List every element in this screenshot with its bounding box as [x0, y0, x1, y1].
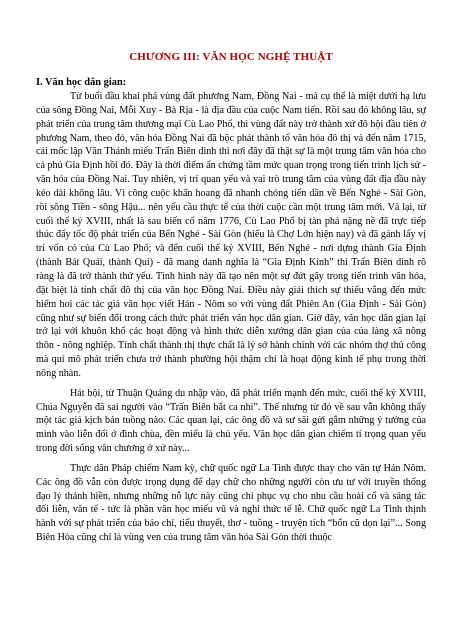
body-paragraph-2: Hát bội, từ Thuận Quảng du nhập vào, đã phát triển mạnh đến mức, cuối thế kỷ XVIII, Chúa Nguyễn đã sai người vào “Trấn Biên bắt ca nhi”. Thế nhưng từ đó về sau vẫn không thấy một tác giả kịch bản tuồng nào. Các quan lại, các ông đồ và sư sãi gửi gắm những ý tưởng của mình vào liễn đối ở đình chùa, đền miếu là chủ yếu. Văn học dân gian chiếm tỉ trọng quan yếu trong đời sống văn chương ở xứ này... [36, 387, 426, 455]
body-paragraph-3: Thực dân Pháp chiếm Nam kỳ, chữ quốc ngữ La Tinh được thay cho văn tự Hán Nôm. Các ông đồ vẫn còn được trọng dụng để dạy chữ cho những người còn ưu tư với truyền thống đạo lý thánh hiền, nhưng những nỗ lực này cũng chỉ phục vụ cho nhu cầu hoài cổ và sáng tác đối liễn, văn tế - tức là phần văn học miếu vũ và nghi thức tế lễ. Chữ quốc ngữ La Tinh thịnh hành với sự phát triển của báo chí, tiểu thuyết, thơ - tuồng - truyện tích “bổn cũ dọn lại”... Song Biên Hòa cũng chỉ là vùng ven của trung tâm văn hóa Sài Gòn thời thuộc [36, 462, 426, 544]
body-paragraph-1: Từ buổi đầu khai phá vùng đất phương Nam, Đồng Nai - mà cụ thể là miệt dưới hạ lưu của sông Đồng Nai, Mỗi Xuy - Bà Rịa - là địa đầu của cuộc Nam tiến. Rồi sau đó không lâu, sự phát triển của trung tâm thương mại Cù Lao Phố, thì vùng đất này trở thành xứ đô hội đầu tiên ở phương Nam, theo đó, văn hóa Đồng Nai đã bộc phát thành tố văn hóa đô thị và đến năm 1715, cái mốc lập Văn Thánh miếu Trấn Biên dinh thì nơi đây đã thật sự là một trung tâm văn hóa cho cả phủ Gia Định hồi đó. Đây là thời điểm ẩn chứng tầm mức quan trọng trong tiến trình lịch sử - văn hóa của Đồng Nai. Tuy nhiên, vị trí quan yếu và vai trò trung tâm của vùng đất địa đầu này kéo dài không lâu. Vì công cuộc khẩn hoang đã nhanh chóng tiến dần về Bến Nghé - Sài Gòn, rồi sông Tiền - sông Hậu... nên yếu cầu thực tế của thời cuộc cần một trung tâm mới. Và lại, từ cuối thế kỷ XVIII, nhất là sau biến cố năm 1776, Cù Lao Phố bị tàn phá nặng nề đã trực tiếp thúc đẩy tốc độ phát triển của Bến Nghé - Sài Gòn (hiểu là Chợ Lớn hiện nay) và đã gánh lấy vị trí vốn có của Cù Lao Phố; và đến cuối thế kỷ XVIII, Bến Nghé - nơi dựng thành Gia Định (thành Bát Quái, thành Qui) - đã mang danh nghĩa là “Gia Định Kinh” thì Trấn Biên dinh rõ ràng là đã trở thành thứ yếu. Tình hình này đã tạo nên một sự đứt gãy trong tiến trình văn hóa, đặt biệt là tính chất đô thị của văn học Đồng Nai. Điều này giải thích sự thiếu vắng đến mức hiếm hoi các tác giả văn học viết Hán - Nôm so với vùng đất Phiên An (Gia Định - Sài Gòn) cũng như sự biến đổi trong cách thức phát triển văn học dân gian. Giờ đây, văn học dân gian lại trở lại với khuôn khổ các hoạt động và hình thức diễn xướng dân gian của của làng xã nông thôn - nông nghiệp. Tính chất thành thị thực chất là lý sở hành chính với các nhóm thợ thủ công mà quí mô phát triển chưa trở thành phường hội thậm chí là hoạt động kinh tế phụ trong thời nông nhàn. [36, 91, 426, 379]
chapter-title: CHƯƠNG III: VĂN HỌC NGHỆ THUẬT [129, 51, 333, 63]
section-heading: I. Văn học dân gian: [36, 77, 127, 88]
